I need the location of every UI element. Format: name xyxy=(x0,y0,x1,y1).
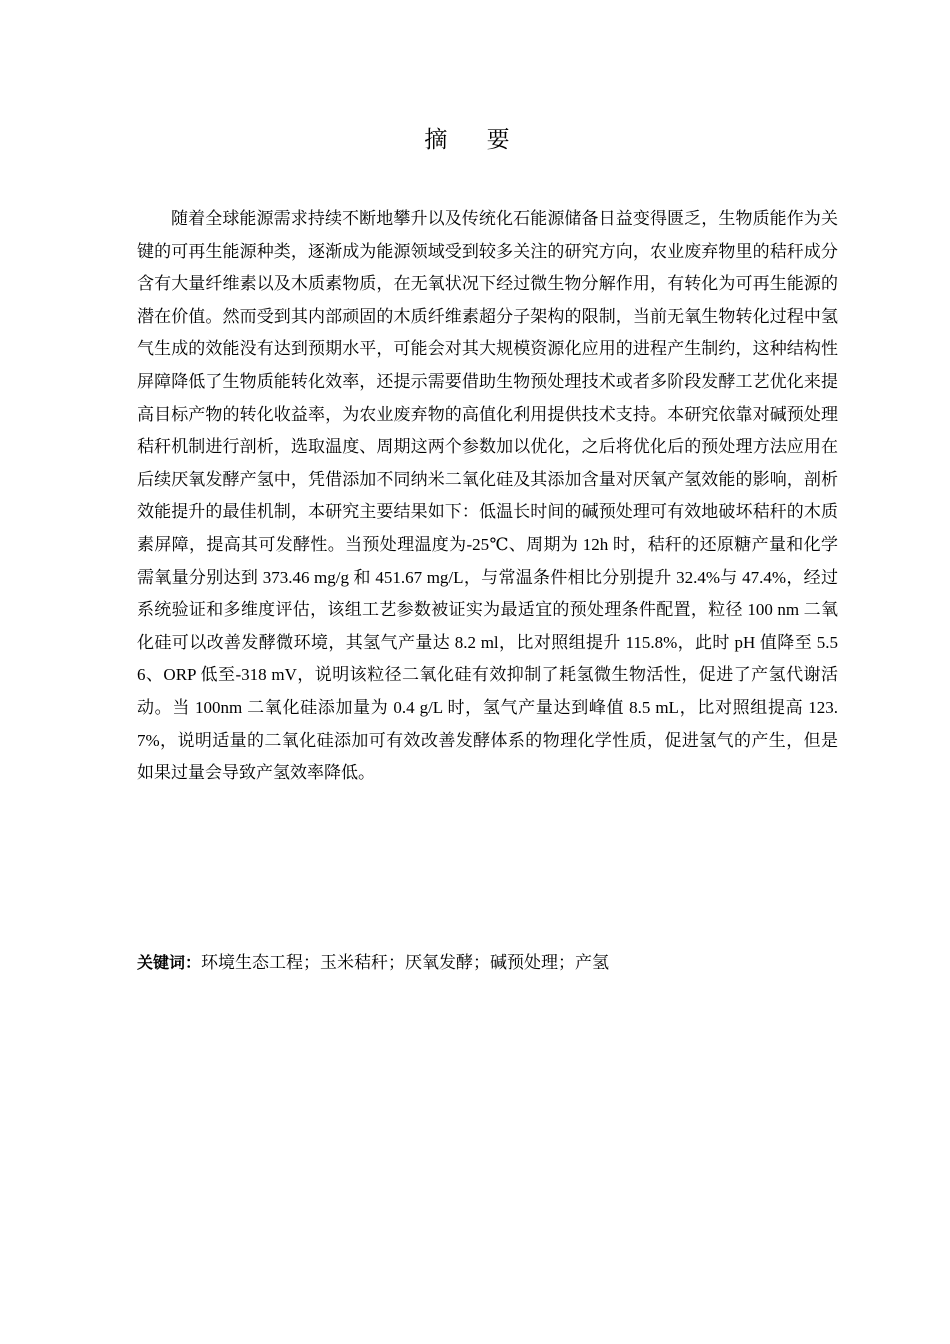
page-title: 摘 要 xyxy=(424,127,526,153)
keywords-label: 关键词： xyxy=(137,953,202,972)
keywords-line xyxy=(137,947,838,980)
abstract-paragraph: 随着全球能源需求持续不断地攀升以及传统化石能源储备日益变得匮乏，生物质能作为关键的可再生能源种类，逐渐成为能源领域受到较多关注的研究方向，农业废弃物里的秸秆成分含有大量纤维素以及木质素物质，在无氧状况下经过微生物分解作用，有转化为可再生能源的潜在价值。然而受到其内部顽固的木质纤维素超分子架构的限制，当前无氧生物转化过程中氢气生成的效能没有达到预期水平，可能会对其大规模资源化应用的进程产生制约，这种结构性屏障降低了生物质能转化效率，还提示需要借助生物预处理技术或者多阶段发酵工艺优化来提高目标产物的转化收益率，为农业废弃物的高值化利用提供技术支持。本研究依靠对碱预处理秸秆机制进行剖析，选取温度、周期这两个参数加以优化，之后将优化后的预处理方法应用在后续厌氧发酵产氢中，凭借添加不同纳米二氧化硅及其添加含量对厌氧产氢效能的影响，剖析效能提升的最佳机制，本研究主要结果如下：低温长时间的碱预处理可有效地破坏秸秆的木质素屏障，提高其可发酵性。当预处理温度为-25℃、周期为 12h 时，秸秆的还原糖产量和化学需氧量分别达到 373.46 mg/g 和 451.67 mg/L，与常温条件相比分别提升 32.4%与 47.4%，经过系统验证和多维度评估，该组工艺参数被证实为最适宜的预处理条件配置，粒径 100 nm 二氧化硅可以改善发酵微环境，其氢气产量达 8.2 ml，比对照组提升 115.8%，此时 pH 值降至 5.56、ORP 低至-318 mV，说明该粒径二氧化硅有效抑制了耗氢微生物活性，促进了产氢代谢活动。当 100nm 二氧化硅添加量为 0.4 g/L 时，氢气产量达到峰值 8.5 mL，比对照组提高 123.7%，说明适量的二氧化硅添加可有效改善发酵体系的物理化学性质，促进氢气的产生，但是如果过量会导致产氢效率降低。 xyxy=(137,209,838,783)
keywords-text: 环境生态工程；玉米秸秆；厌氧发酵；碱预处理；产氢 xyxy=(201,953,610,972)
